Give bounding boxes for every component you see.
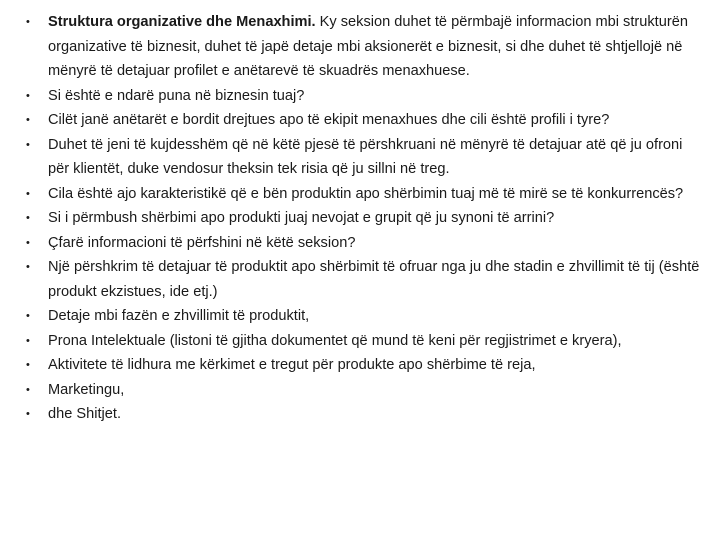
list-item: [26, 231, 706, 256]
bullet-icon: •: [26, 114, 30, 126]
bullet-icon: •: [26, 89, 30, 102]
bullet-icon: •: [26, 187, 30, 200]
list-item-text: Marketingu,: [48, 381, 125, 398]
bullet-icon: •: [26, 212, 30, 224]
list-item: [26, 255, 706, 304]
list-item-text: Prona Intelektuale (listoni të gjitha dokumentet që mund të keni për regjistrimet e kryera),: [48, 332, 622, 349]
bullet-icon: •: [26, 310, 30, 322]
list-item: [26, 84, 706, 109]
list-item-text: Si është e ndarë puna në biznesin tuaj?: [48, 87, 305, 104]
list-item: [26, 182, 706, 207]
list-item: [26, 206, 706, 231]
list-item: [26, 133, 706, 182]
list-item: [26, 402, 706, 427]
bullet-icon: •: [26, 408, 30, 420]
bullet-list: [26, 10, 706, 427]
list-item: [26, 108, 706, 133]
list-item-text: Çfarë informacioni të përfshini në këtë seksion?: [48, 234, 356, 251]
list-item-text: Cila është ajo karakteristikë që e bën produktin apo shërbimin tuaj më të mirë se të konkurrencës?: [48, 185, 684, 202]
bullet-icon: •: [26, 16, 30, 28]
bullet-icon: •: [26, 236, 30, 249]
list-item-text: Duhet të jeni të kujdesshëm që në këtë pjesë të përshkruani në mënyrë të detajuar atë që ju ofroni për klientët, duke vendosur theksin tek risia që ju sillni në treg.: [48, 136, 683, 177]
section-description: Ky seksion duhet të përmbajë informacion mbi strukturën organizative të biznesit, duhet të japë detaje mbi aksionerët e biznesit, si dhe duhet të shtjellojë në mënyrë të detajuar profilet e anëtarevë të skuadrës menaxhuese.: [48, 14, 688, 79]
list-item-text: Një përshkrim të detajuar të produktit apo shërbimit të ofruar nga ju dhe stadin e zhvillimit të tij (është produkt ekzistues, ide etj.): [48, 259, 700, 300]
list-item: [26, 353, 706, 378]
list-item-text: Si i përmbush shërbimi apo produkti juaj nevojat e grupit që ju synoni të arrini?: [48, 210, 555, 226]
list-item-text: [48, 10, 706, 84]
list-item: [26, 378, 706, 403]
bullet-icon: •: [26, 138, 30, 151]
bullet-icon: •: [26, 334, 30, 347]
list-item-text: Detaje mbi fazën e zhvillimit të produktit,: [48, 308, 310, 324]
bullet-icon: •: [26, 261, 30, 273]
bullet-icon: •: [26, 359, 30, 371]
list-item-text: dhe Shitjet.: [48, 406, 122, 422]
list-item-text: Cilët janë anëtarët e bordit drejtues apo të ekipit menaxhues dhe cili është profili i tyre?: [48, 112, 610, 128]
bullet-icon: •: [26, 383, 30, 396]
section-title: Struktura organizative dhe Menaxhimi.: [48, 14, 316, 30]
list-item-text: Aktivitete të lidhura me kërkimet e tregut për produkte apo shërbime të reja,: [48, 357, 536, 373]
list-item: [26, 10, 706, 84]
list-item: [26, 329, 706, 354]
list-item: [26, 304, 706, 329]
